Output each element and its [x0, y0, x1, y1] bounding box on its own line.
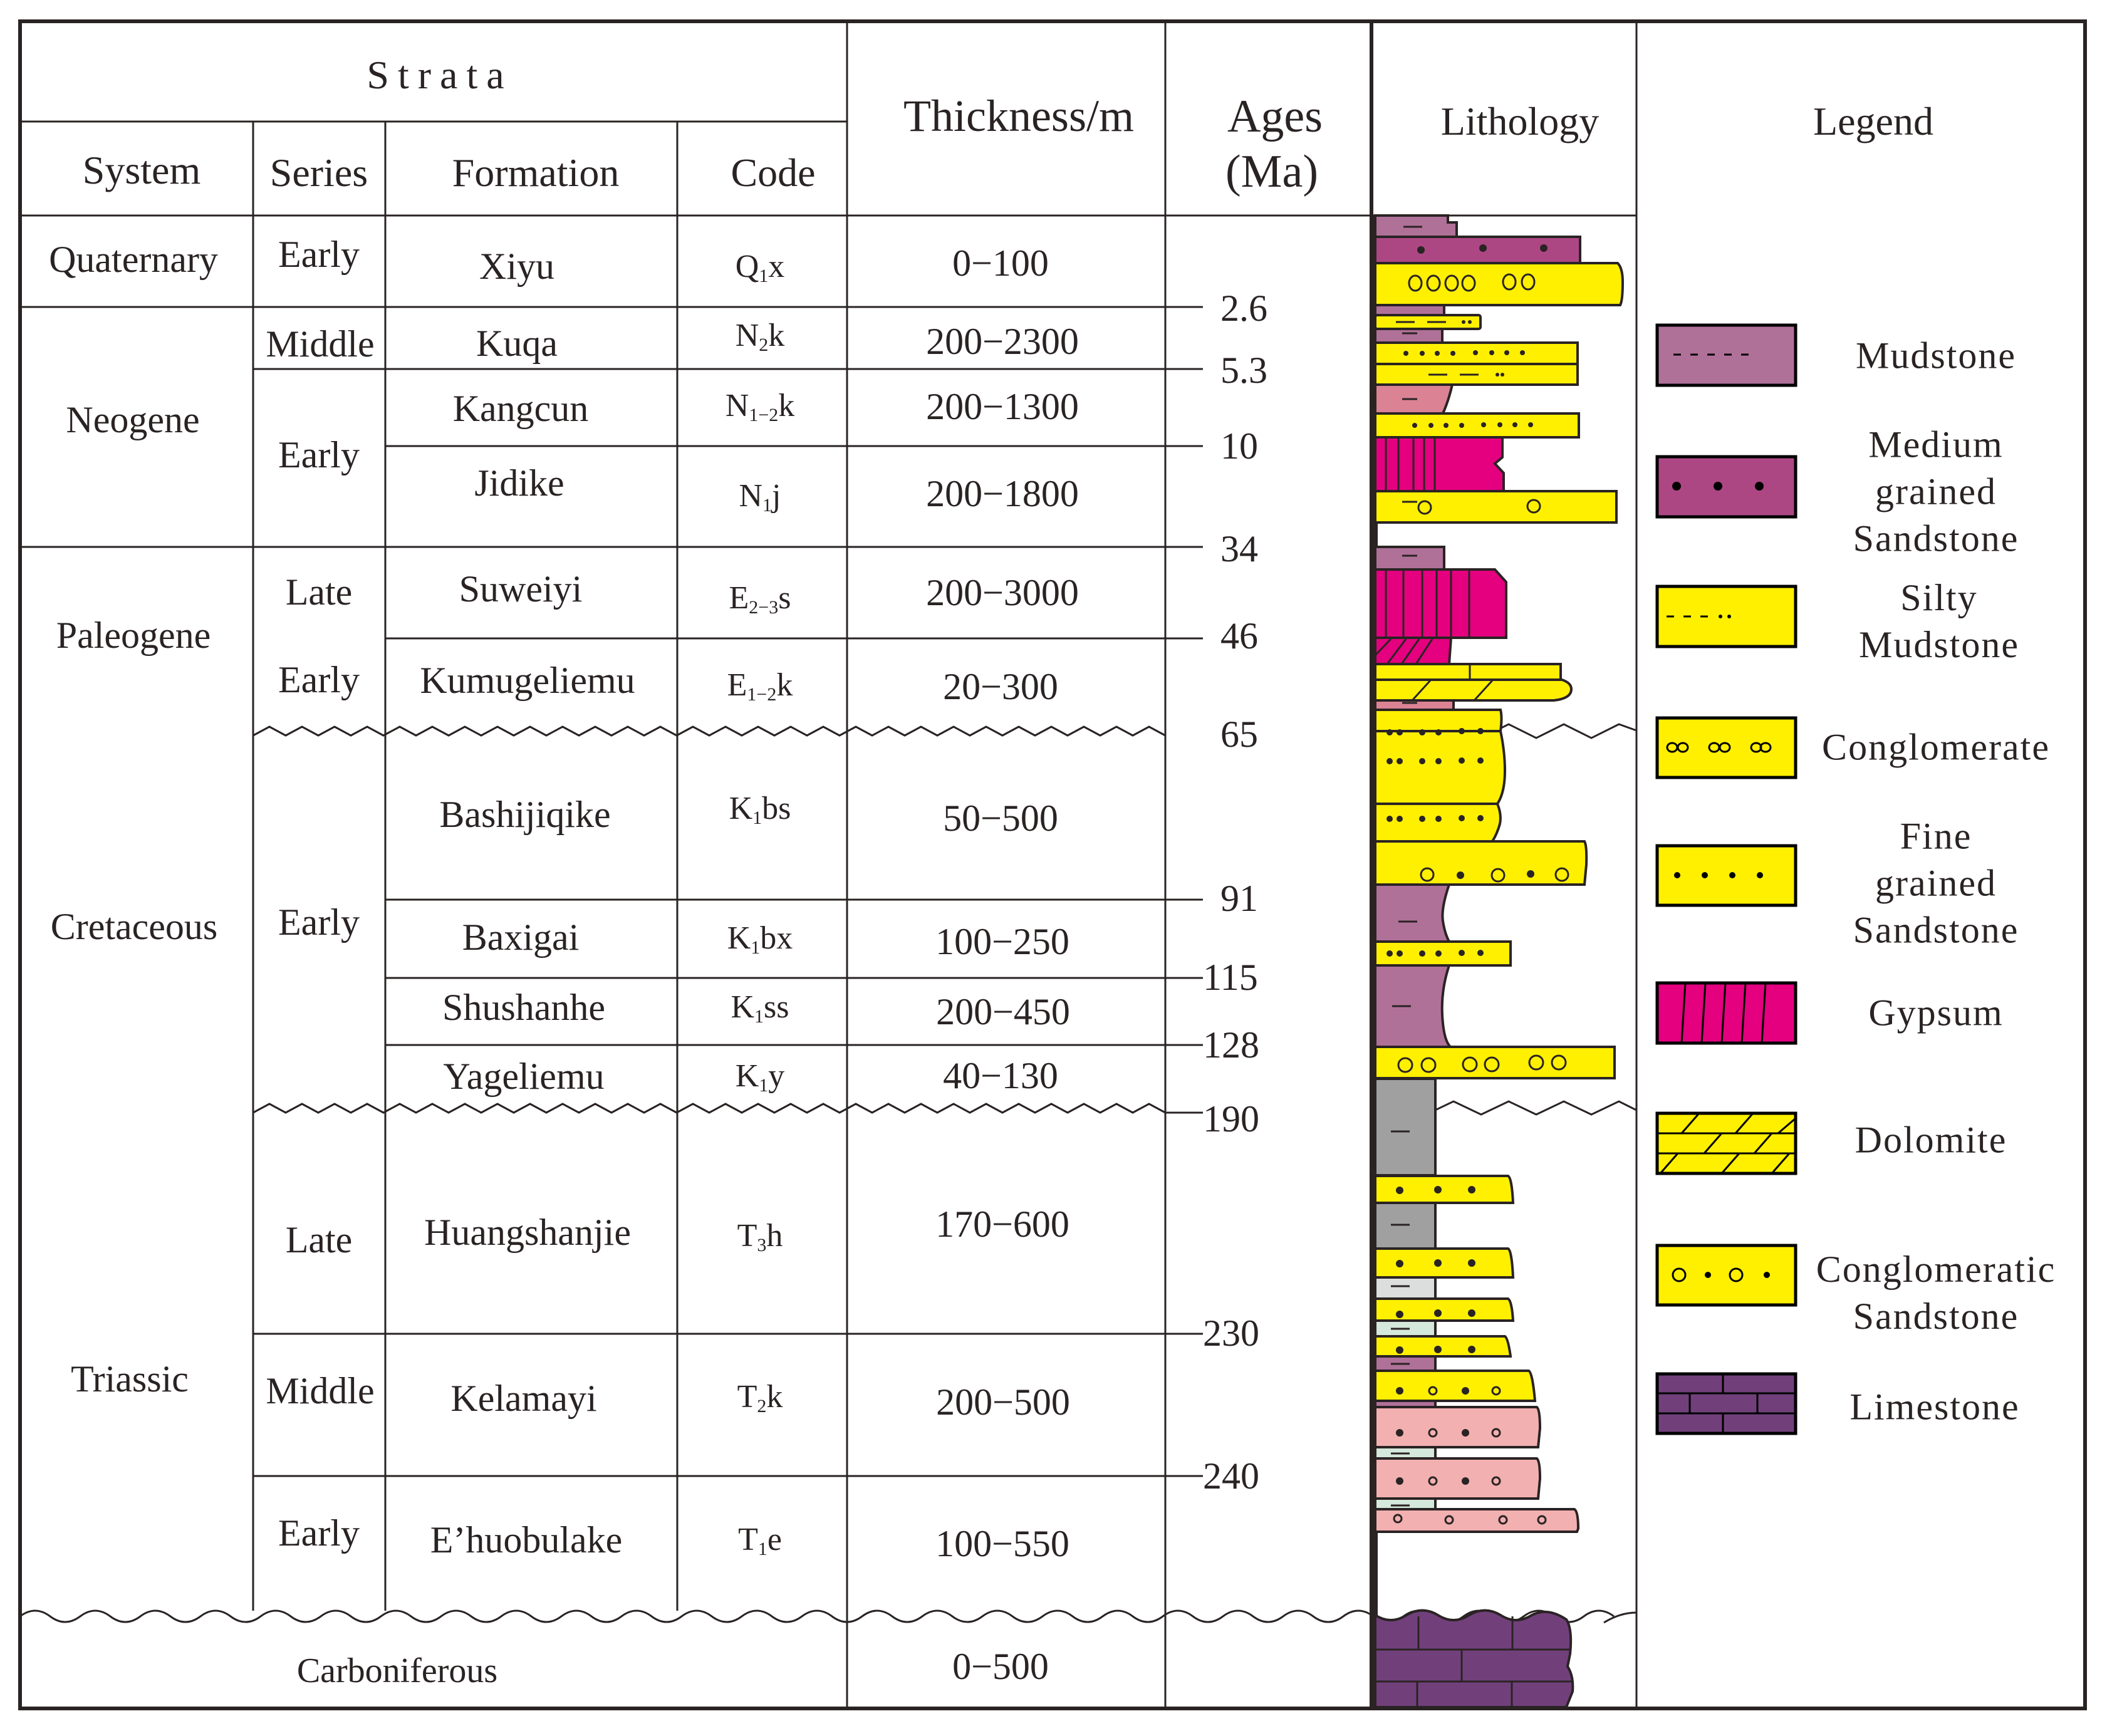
formation-name: Kuqa	[476, 323, 558, 364]
legend-swatch-limestone	[1657, 1374, 1796, 1433]
age-label: 91	[1220, 878, 1258, 919]
formation-code: $T_1e$	[738, 1522, 782, 1559]
header-legend: Legend	[1813, 99, 1933, 143]
formation-code: $Q_1x$	[735, 249, 785, 286]
formation-code: $K_1bs$	[729, 791, 791, 828]
formation-name: Xiyu	[479, 246, 554, 287]
header-lithology: Lithology	[1440, 99, 1600, 143]
formation-thickness: 0−100	[952, 242, 1049, 284]
formation-name: Kumugeliemu	[420, 660, 635, 701]
age-label: 128	[1203, 1024, 1259, 1066]
formation-code: $T_2k$	[737, 1379, 783, 1416]
age-label: 240	[1203, 1455, 1259, 1497]
formation-name: Suweiyi	[459, 568, 583, 610]
formation-name: Bashijiqike	[439, 794, 611, 835]
formation-thickness: 200−500	[936, 1381, 1070, 1423]
formation-thickness: 20−300	[943, 666, 1058, 707]
legend-label-silty-mudstone: Silty Mudstone	[1859, 577, 2019, 665]
formation-thickness: 200−3000	[926, 572, 1079, 613]
formation-thickness: 200−1800	[926, 473, 1079, 514]
formation-thickness: 50−500	[943, 798, 1058, 839]
formation-code: $E_{1-2}k$	[727, 667, 793, 705]
formation-name: E’huobulake	[430, 1519, 623, 1561]
age-label: 10	[1220, 425, 1258, 467]
formation-thickness: 200−450	[936, 991, 1070, 1032]
header-formation: Formation	[452, 150, 620, 195]
formation-thickness: 200−1300	[926, 386, 1079, 427]
formation-thickness: 170−600	[935, 1203, 1069, 1245]
carboniferous-thickness: 0−500	[952, 1646, 1049, 1687]
system-carboniferous: Carboniferous	[296, 1651, 498, 1690]
system-triassic: Triassic	[71, 1358, 189, 1400]
legend-swatch-dolomite	[1657, 1113, 1796, 1173]
formation-name: Jidike	[474, 462, 564, 504]
formation-code: $T_3h$	[737, 1218, 783, 1255]
formation-code: $K_1bx$	[727, 920, 793, 958]
legend-label-fine-sandstone: Fine grained Sandstone	[1853, 815, 2019, 951]
formation-name: Huangshanjie	[424, 1212, 631, 1253]
header-strata: Strata	[367, 53, 513, 97]
series-neogene-early: Early	[278, 434, 360, 476]
age-label: 46	[1220, 615, 1258, 657]
formation-code: $E_{2-3}s$	[729, 580, 791, 618]
header-ages: Ages	[1227, 91, 1323, 142]
legend-swatch-medium-sandstone	[1657, 457, 1796, 517]
series-triassic-middle: Middle	[266, 1370, 375, 1411]
legend-label-conglomeratic-sandstone: Conglomeratic Sandstone	[1816, 1249, 2056, 1337]
legend-swatch-conglomeratic-sandstone	[1657, 1245, 1796, 1305]
legend-swatch-silty-mudstone	[1657, 586, 1796, 647]
series-quaternary-early: Early	[278, 234, 360, 275]
header-code: Code	[731, 150, 816, 195]
system-neogene: Neogene	[66, 399, 200, 440]
legend-label-medium-sandstone: Medium grained Sandstone	[1853, 424, 2019, 559]
system-paleogene: Paleogene	[56, 615, 211, 656]
system-cretaceous: Cretaceous	[50, 906, 218, 947]
age-label: 115	[1203, 957, 1258, 998]
age-label: 5.3	[1220, 350, 1267, 391]
legend-swatches	[1657, 325, 1796, 1433]
legend-swatch-gypsum	[1657, 983, 1796, 1043]
formation-code: $N_1j$	[739, 478, 781, 516]
formation-thickness: 100−250	[935, 921, 1069, 962]
formation-name: Shushanhe	[442, 987, 605, 1028]
header-ages-unit: (Ma)	[1225, 146, 1318, 197]
legend-swatch-fine-sandstone	[1657, 846, 1796, 905]
legend-label-dolomite: Dolomite	[1855, 1119, 2007, 1161]
legend-swatch-conglomerate	[1657, 718, 1796, 777]
unconformity-190	[253, 1104, 1165, 1113]
series-triassic-late: Late	[285, 1219, 353, 1260]
header-series: Series	[269, 150, 368, 195]
age-label: 190	[1203, 1098, 1259, 1140]
age-label: 230	[1203, 1312, 1259, 1354]
formation-thickness: 200−2300	[926, 321, 1079, 362]
formation-thickness: 100−550	[935, 1523, 1069, 1564]
header-thickness: Thickness/m	[903, 91, 1134, 141]
legend-label-conglomerate: Conglomerate	[1822, 726, 2050, 768]
series-paleogene-late: Late	[285, 571, 353, 613]
formation-code: $N_{1-2}k$	[725, 388, 795, 425]
lithology-column	[1375, 216, 1623, 1708]
formation-code: $K_1ss$	[731, 989, 789, 1027]
formation-thickness: 40−130	[943, 1055, 1058, 1096]
formation-code: $N_2k$	[735, 318, 785, 355]
formation-name: Baxigai	[462, 917, 580, 958]
formation-name: Kelamayi	[450, 1378, 597, 1419]
header-system: System	[82, 148, 201, 192]
legend-label-limestone: Limestone	[1849, 1386, 2020, 1428]
legend-label-gypsum: Gypsum	[1868, 992, 2004, 1034]
series-triassic-early: Early	[278, 1512, 360, 1554]
unconformity-65	[253, 727, 1165, 735]
formation-code: $K_1y$	[735, 1058, 785, 1096]
age-label: 65	[1220, 714, 1258, 755]
formation-name: Yageliemu	[443, 1056, 605, 1097]
formation-name: Kangcun	[452, 388, 589, 429]
age-label: 2.6	[1220, 288, 1267, 329]
age-label: 34	[1220, 528, 1258, 569]
system-quaternary: Quaternary	[49, 239, 218, 280]
legend-swatch-mudstone	[1657, 325, 1796, 385]
series-paleogene-early: Early	[278, 659, 360, 700]
series-neogene-middle: Middle	[266, 323, 375, 365]
series-cretaceous-early: Early	[278, 902, 360, 943]
legend-label-mudstone: Mudstone	[1856, 335, 2016, 377]
